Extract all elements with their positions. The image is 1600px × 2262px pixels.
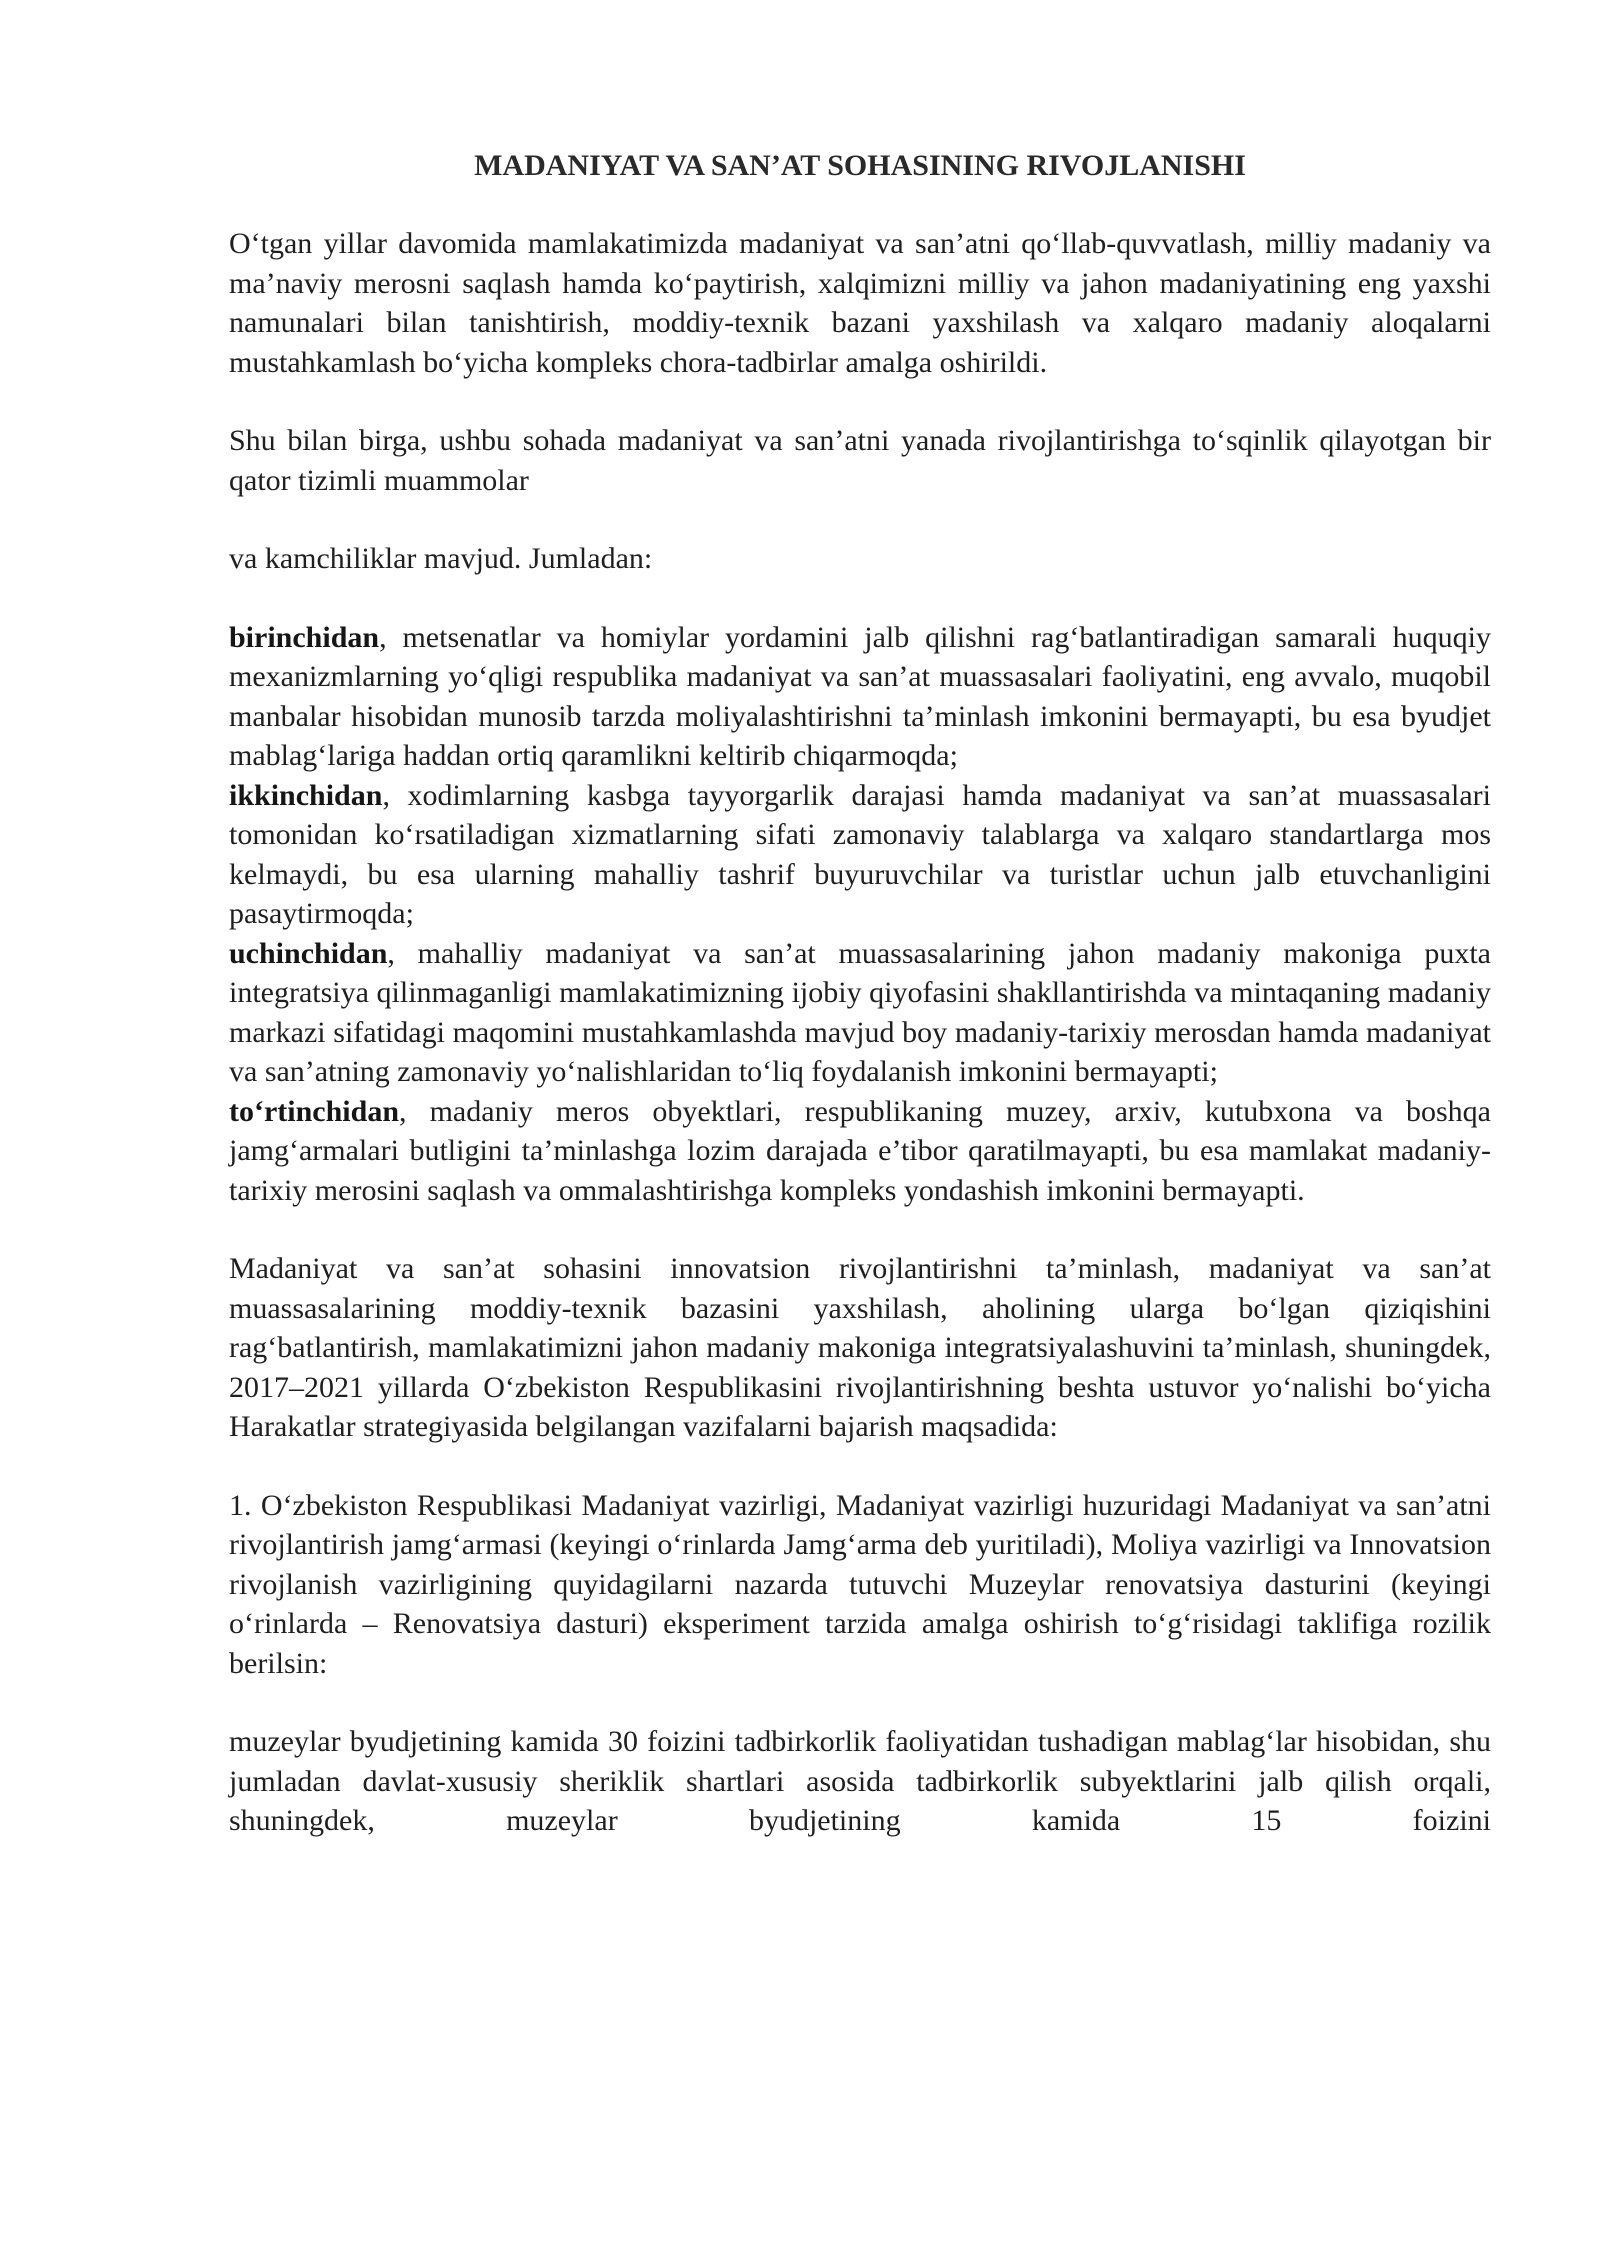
paragraph-intro: O‘tgan yillar davomida mamlakatimizda madaniyat va san’atni qo‘llab-quvvatlash, milliy madaniy va ma’naviy merosni saqlash hamda ko‘paytirish, xalqimizni milliy va jahon madaniyatining eng yaxshi namunalari bilan tanishtirish, moddiy-texnik bazani yaxshilash va xalqaro madaniy aloqalarni mustahkamlash bo‘yicha kompleks chora-tadbirlar amalga oshirildi. (229, 227, 1491, 379)
paragraph-second (229, 776, 1491, 934)
paragraph-item-1: 1. O‘zbekiston Respublikasi Madaniyat vazirligi, Madaniyat vazirligi huzuridagi Madaniyat va san’atni rivojlantirish jamg‘armasi (keyingi o‘rinlarda Jamg‘arma deb yuritiladi), Moliya vazirligi va Innovatsion rivojlanish vazirligining quyidagilarni nazarda tutuvchi Muzeylar renovatsiya dasturini (keyingi o‘rinlarda – Renovatsiya dasturi) eksperiment tarzida amalga oshirish to‘g‘risidagi taklifiga rozilik berilsin: (229, 1488, 1491, 1680)
label-fourth: to‘rtinchidan (229, 1094, 400, 1128)
label-second: ikkinchidan (229, 778, 383, 812)
text-fourth: , madaniy meros obyektlari, respublikaning muzey, arxiv, kutubxona va boshqa jamg‘armalari butligini ta’minlashga lozim darajada e’tibor qaratilmayapti, bu esa mamlakat madaniy-tarixiy merosini saqlash va ommalashtirishga kompleks yondashish imkonini bermayapti. (229, 1094, 1491, 1207)
paragraph-budget: muzeylar byudjetining kamida 30 foizini tadbirkorlik faoliyatidan tushadigan mablag‘lar hisobidan, shu jumladan davlat-xususiy sheriklik shartlari asosida tadbirkorlik subyektlarini jalb qilish orqali, shuningdek, muzeylar byudjetining kamida 15 foizini (229, 1725, 1491, 1837)
label-third: uchinchidan (229, 936, 388, 970)
paragraph-purpose: Madaniyat va san’at sohasini innovatsion rivojlantirishni ta’minlash, madaniyat va san’at muassasalarining moddiy-texnik bazasini yaxshilash, aholining ularga bo‘lgan qiziqishini rag‘batlantirish, mamlakatimizni jahon madaniy makoniga integratsiyalashuvini ta’minlash, shuningdek, 2017–2021 yillarda O‘zbekiston Respublikasini rivojlantirishning beshta ustuvor yo‘nalishi bo‘yicha Harakatlar strategiyasida belgilangan vazifalarni bajarish maqsadida: (229, 1252, 1491, 1443)
paragraph-third (229, 934, 1491, 1092)
text-third: , mahalliy madaniyat va san’at muassasalarining jahon madaniy makoniga puxta integratsiya qilinmaganligi mamlakatimizning ijobiy qiyofasini shakllantirishda va mintaqaning madaniy markazi sifatidagi maqomini mustahkamlashda mavjud boy madaniy-tarixiy merosdan hamda madaniyat va san’atning zamonaviy yo‘nalishlaridan to‘liq foydalanish imkonini bermayapti; (229, 936, 1491, 1088)
document-page (229, 146, 1491, 1880)
paragraph-problems-b: va kamchiliklar mavjud. Jumladan: (229, 542, 653, 575)
label-first: birinchidan (229, 620, 380, 654)
document-title: MADANIYAT VA SAN’AT SOHASINING RIVOJLANISHI (474, 149, 1246, 182)
text-second: , xodimlarning kasbga tayyorgarlik darajasi hamda madaniyat va san’at muassasalari tomonidan ko‘rsatiladigan xizmatlarning sifati zamonaviy talablarga va xalqaro standartlarga mos kelmaydi, bu esa ularning mahalliy tashrif buyuruvchilar va turistlar uchun jalb etuvchanligini pasaytirmoqda; (229, 778, 1491, 930)
paragraph-problems-a: Shu bilan birga, ushbu sohada madaniyat va san’atni yanada rivojlantirishga to‘sqinlik qilayotgan bir qator tizimli muammolar (229, 424, 1491, 497)
paragraph-fourth (229, 1092, 1491, 1211)
paragraph-first (229, 618, 1491, 776)
text-first: , metsenatlar va homiylar yordamini jalb qilishni rag‘batlantiradigan samarali huquqiy mexanizmlarning yo‘qligi respublika madaniyat va san’at muassasalari faoliyatini, eng avvalo, muqobil manbalar hisobidan munosib tarzda moliyalashtirishni ta’minlash imkonini bermayapti, bu esa byudjet mablag‘lariga haddan ortiq qaramlikni keltirib chiqarmoqda; (229, 620, 1491, 772)
